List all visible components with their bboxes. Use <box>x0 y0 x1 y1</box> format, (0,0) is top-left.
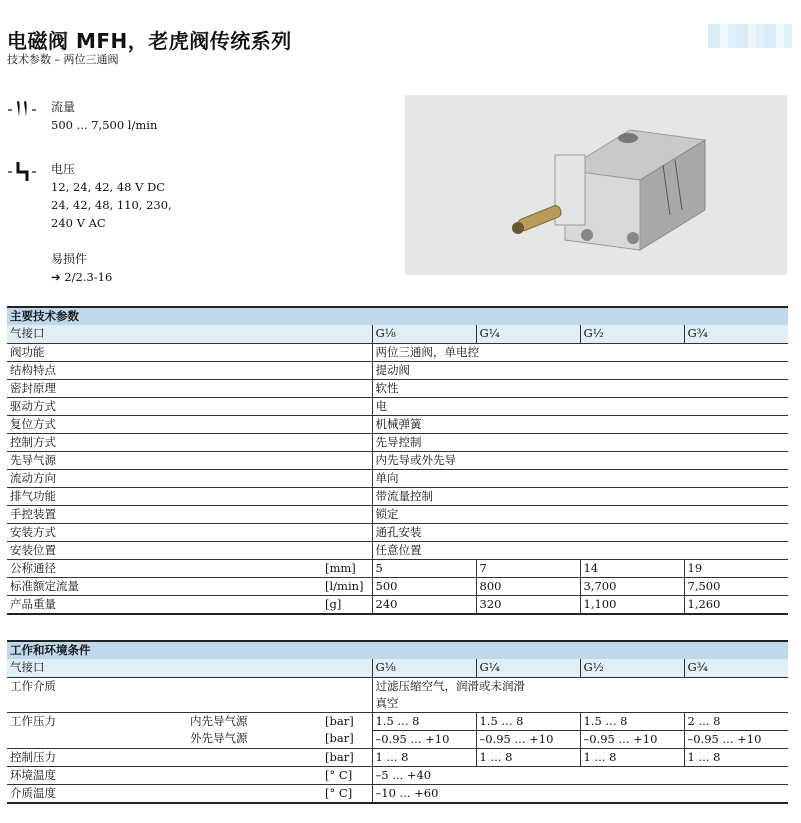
row-value: –5 ... +40 <box>372 766 788 784</box>
row-value: 软性 <box>372 379 788 397</box>
watermark <box>708 24 792 48</box>
port-header: G¼ <box>476 659 580 677</box>
table-row <box>7 451 788 469</box>
table-row <box>7 559 788 577</box>
table-row <box>7 748 788 766</box>
main-table-title: 主要技术参数 <box>7 307 788 325</box>
table-row <box>7 415 788 433</box>
table-row <box>7 487 788 505</box>
voltage-spec <box>8 160 172 232</box>
row-value: –0.95 ... +10 <box>580 730 684 748</box>
table-row <box>7 766 788 784</box>
row-value: 500 <box>372 577 476 595</box>
table-row <box>7 577 788 595</box>
row-sublabel: 内先导气源 <box>190 713 248 728</box>
row-value: 1.5 ... 8 <box>372 712 476 730</box>
table-row <box>7 433 788 451</box>
table-row <box>7 505 788 523</box>
row-value: 1 ... 8 <box>372 748 476 766</box>
row-label: 密封原理 <box>7 379 372 397</box>
row-label: 产品重量 <box>7 595 322 614</box>
row-label: 公称通径 <box>7 559 322 577</box>
row-sublabel: 外先导气源 <box>187 730 322 748</box>
port-label: 气接口 <box>7 325 372 343</box>
row-value: 1.5 ... 8 <box>476 712 580 730</box>
row-value: 电 <box>372 397 788 415</box>
row-value: 1 ... 8 <box>580 748 684 766</box>
wear-parts-link[interactable]: ➔ 2/2.3-16 <box>51 270 113 284</box>
table-row <box>7 712 788 730</box>
row-label: 介质温度 <box>7 784 322 803</box>
page-title: 电磁阀 MFH，老虎阀传统系列 <box>7 29 292 53</box>
row-value: –0.95 ... +10 <box>684 730 788 748</box>
row-value: 7 <box>476 559 580 577</box>
row-value: 1.5 ... 8 <box>580 712 684 730</box>
row-value: 提动阀 <box>372 361 788 379</box>
row-value: 19 <box>684 559 788 577</box>
table-row <box>7 361 788 379</box>
row-value: 3,700 <box>580 577 684 595</box>
row-value: 1 ... 8 <box>684 748 788 766</box>
row-value: 14 <box>580 559 684 577</box>
row-unit: [bar] <box>322 730 372 748</box>
medium-line-2: 真空 <box>375 695 399 710</box>
row-label: 标准额定流量 <box>7 577 322 595</box>
row-label: 工作介质 <box>7 677 372 712</box>
row-unit: [g] <box>322 595 372 614</box>
table-row <box>7 343 788 361</box>
row-label: 阀功能 <box>7 343 372 361</box>
page-subtitle: 技术参数 – 两位三通阀 <box>7 53 119 66</box>
row-label: 工作压力 <box>7 712 187 748</box>
voltage-ac-1: 24, 42, 48, 110, 230, <box>51 198 172 212</box>
row-value: 锁定 <box>372 505 788 523</box>
row-value: –0.95 ... +10 <box>372 730 476 748</box>
row-unit: [l/min] <box>322 577 372 595</box>
port-header: G¾ <box>684 325 788 343</box>
voltage-icon <box>8 160 44 182</box>
wear-parts-spec <box>8 250 112 286</box>
wear-parts-label: 易损件 <box>51 252 88 266</box>
voltage-dc: 12, 24, 42, 48 V DC <box>51 180 166 194</box>
row-label: 驱动方式 <box>7 397 372 415</box>
row-value: 通孔安装 <box>372 523 788 541</box>
table-title-row <box>7 641 788 659</box>
row-value: 任意位置 <box>372 541 788 559</box>
env-table-title: 工作和环境条件 <box>7 641 788 659</box>
port-header: G⅛ <box>372 659 476 677</box>
row-label: 安装位置 <box>7 541 372 559</box>
medium-line-1: 过滤压缩空气，润滑或未润滑 <box>375 678 525 693</box>
voltage-ac-2: 240 V AC <box>51 216 106 230</box>
row-label: 结构特点 <box>7 361 372 379</box>
row-label: 排气功能 <box>7 487 372 505</box>
flow-label: 流量 <box>51 100 76 114</box>
flow-icon <box>8 98 44 120</box>
port-header-row <box>7 659 788 677</box>
row-value: 240 <box>372 595 476 614</box>
table-row <box>7 523 788 541</box>
row-value: 1,100 <box>580 595 684 614</box>
row-value: 单向 <box>372 469 788 487</box>
table-row <box>7 379 788 397</box>
row-value: 带流量控制 <box>372 487 788 505</box>
row-value: 320 <box>476 595 580 614</box>
port-label: 气接口 <box>7 659 372 677</box>
row-value: –0.95 ... +10 <box>476 730 580 748</box>
row-unit: [° C] <box>322 784 372 803</box>
table-row <box>7 784 788 803</box>
row-label: 流动方向 <box>7 469 372 487</box>
row-label: 控制方式 <box>7 433 372 451</box>
row-value: –10 ... +60 <box>372 784 788 803</box>
port-header-row <box>7 325 788 343</box>
row-label: 手控装置 <box>7 505 372 523</box>
flow-spec <box>8 98 157 134</box>
row-label: 复位方式 <box>7 415 372 433</box>
row-value: 内先导或外先导 <box>372 451 788 469</box>
env-conditions-table <box>7 640 788 804</box>
port-header: G¼ <box>476 325 580 343</box>
voltage-label: 电压 <box>51 162 76 176</box>
row-value: 5 <box>372 559 476 577</box>
row-unit: [° C] <box>322 766 372 784</box>
table-row <box>7 541 788 559</box>
row-value: 两位三通阀，单电控 <box>372 343 788 361</box>
table-row <box>7 677 788 712</box>
row-unit: [bar] <box>322 748 372 766</box>
row-label: 环境温度 <box>7 766 322 784</box>
row-value: 2 ... 8 <box>684 712 788 730</box>
row-value: 先导控制 <box>372 433 788 451</box>
table-title-row <box>7 307 788 325</box>
table-row <box>7 397 788 415</box>
main-spec-table <box>7 306 788 615</box>
product-photo <box>405 95 787 275</box>
row-unit: [mm] <box>322 559 372 577</box>
port-header: G⅛ <box>372 325 476 343</box>
row-label: 安装方式 <box>7 523 372 541</box>
row-value: 7,500 <box>684 577 788 595</box>
row-label: 先导气源 <box>7 451 372 469</box>
row-value: 机械弹簧 <box>372 415 788 433</box>
row-unit: [bar] <box>325 713 354 728</box>
row-value: 1 ... 8 <box>476 748 580 766</box>
port-header: G½ <box>580 659 684 677</box>
row-value <box>372 677 788 712</box>
row-value: 1,260 <box>684 595 788 614</box>
port-header: G½ <box>580 325 684 343</box>
table-row <box>7 469 788 487</box>
port-header: G¾ <box>684 659 788 677</box>
row-label: 控制压力 <box>7 748 322 766</box>
flow-value: 500 ... 7,500 l/min <box>51 118 158 132</box>
table-row <box>7 595 788 614</box>
row-value: 800 <box>476 577 580 595</box>
